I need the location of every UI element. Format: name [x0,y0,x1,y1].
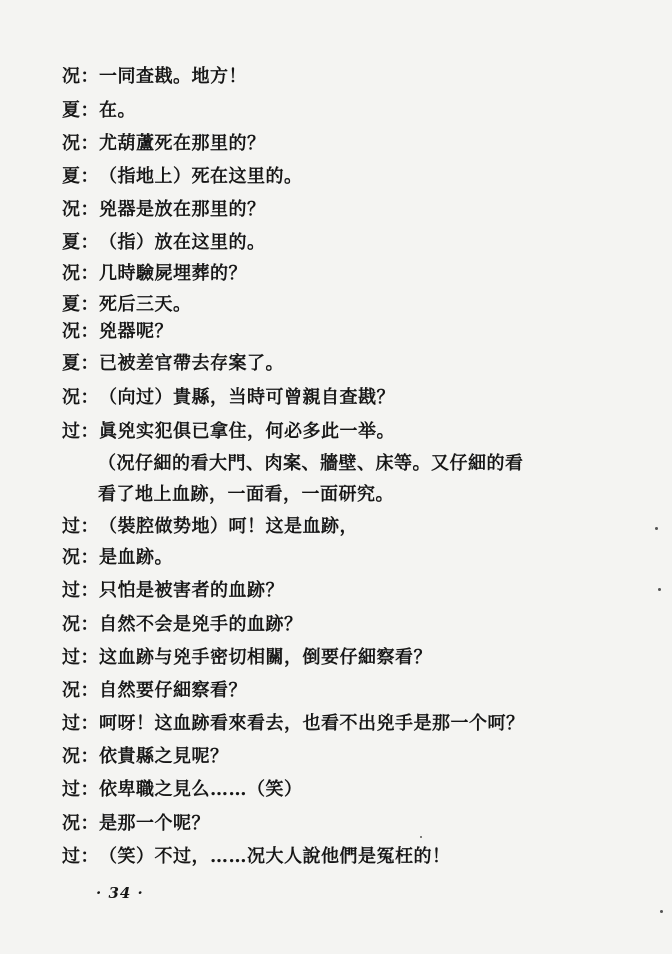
dialogue-line [62,580,632,602]
dialogue-line [62,232,632,254]
line-text: 呵呀！这血跡看來看去，也看不出兇手是那一个呵？ [99,713,525,734]
speaker: 夏： [62,100,99,121]
line-text: 是那一个呢？ [99,813,210,834]
speaker: 况： [62,746,99,767]
line-text: 自然不会是兇手的血跡？ [99,614,303,635]
line-text: 在。 [99,100,136,121]
speaker: 过： [62,846,99,867]
page-number: · 34 · [96,884,144,902]
dialogue-line [62,199,632,221]
line-text: 眞兇实犯俱已拿住，何必多此一举。 [99,421,395,442]
dialogue-line [62,353,632,375]
dialogue-line [62,294,632,316]
line-text: （笑）不过，……况大人說他們是冤枉的！ [99,846,451,867]
dialogue-line [62,516,632,538]
speaker: 况： [62,321,99,342]
line-text: 自然要仔細察看？ [99,680,247,701]
line-text: 死后三天。 [99,294,192,315]
speaker: 过： [62,779,99,800]
speaker: 况： [62,614,99,635]
speaker: 夏： [62,166,99,187]
dialogue-line [62,387,632,409]
dialogue-line [62,100,632,122]
scan-speck [420,836,422,838]
speaker: 况： [62,387,99,408]
dialogue-line [62,813,632,835]
speaker: 况： [62,66,99,87]
stage-direction [98,484,632,506]
dialogue-line [62,713,632,735]
dialogue-line [62,263,632,285]
speaker: 过： [62,580,99,601]
dialogue-line [62,846,632,868]
line-text: （况仔細的看大門、肉案、牆壁、床等。又仔細的看 [98,453,524,474]
scan-speck [655,527,658,530]
line-text: 一同查戡。地方！ [99,66,247,87]
line-text: 兇器呢？ [99,321,173,342]
speaker: 况： [62,199,99,220]
stage-direction [98,453,632,475]
speaker: 夏： [62,353,99,374]
dialogue-line [62,779,632,801]
line-text: 只怕是被害者的血跡？ [99,580,284,601]
line-text: （裝腔做势地）呵！这是血跡， [99,516,358,537]
speaker: 过： [62,713,99,734]
line-text: （指地上）死在这里的。 [99,166,303,187]
line-text: 是血跡。 [99,547,173,568]
dialogue-line [62,66,632,88]
dialogue-line [62,321,632,343]
speaker: 夏： [62,294,99,315]
speaker: 过： [62,647,99,668]
line-text: （指）放在这里的。 [99,232,266,253]
dialogue-line [62,133,632,155]
dialogue-line [62,647,632,669]
dialogue-line [62,547,632,569]
speaker: 过： [62,421,99,442]
scan-speck [660,910,663,913]
dialogue-line [62,421,632,443]
speaker: 况： [62,133,99,154]
line-text: 依卑職之見么……（笑） [99,779,303,800]
dialogue-line [62,746,632,768]
speaker: 过： [62,516,99,537]
line-text: （向过）貴縣，当時可曾親自查戡？ [99,387,395,408]
dialogue-line [62,680,632,702]
scan-speck [658,588,661,591]
speaker: 夏： [62,232,99,253]
dialogue-line [62,614,632,636]
line-text: 尤葫蘆死在那里的？ [99,133,266,154]
speaker: 况： [62,813,99,834]
line-text: 看了地上血跡，一面看，一面研究。 [98,484,394,505]
line-text: 依貴縣之見呢？ [99,746,229,767]
line-text: 兇器是放在那里的？ [99,199,266,220]
speaker: 况： [62,263,99,284]
line-text: 几時驗屍埋葬的？ [99,263,247,284]
dialogue-line [62,166,632,188]
line-text: 这血跡与兇手密切相關，倒要仔細察看？ [99,647,432,668]
speaker: 况： [62,680,99,701]
line-text: 已被差官帶去存案了。 [99,353,284,374]
speaker: 况： [62,547,99,568]
